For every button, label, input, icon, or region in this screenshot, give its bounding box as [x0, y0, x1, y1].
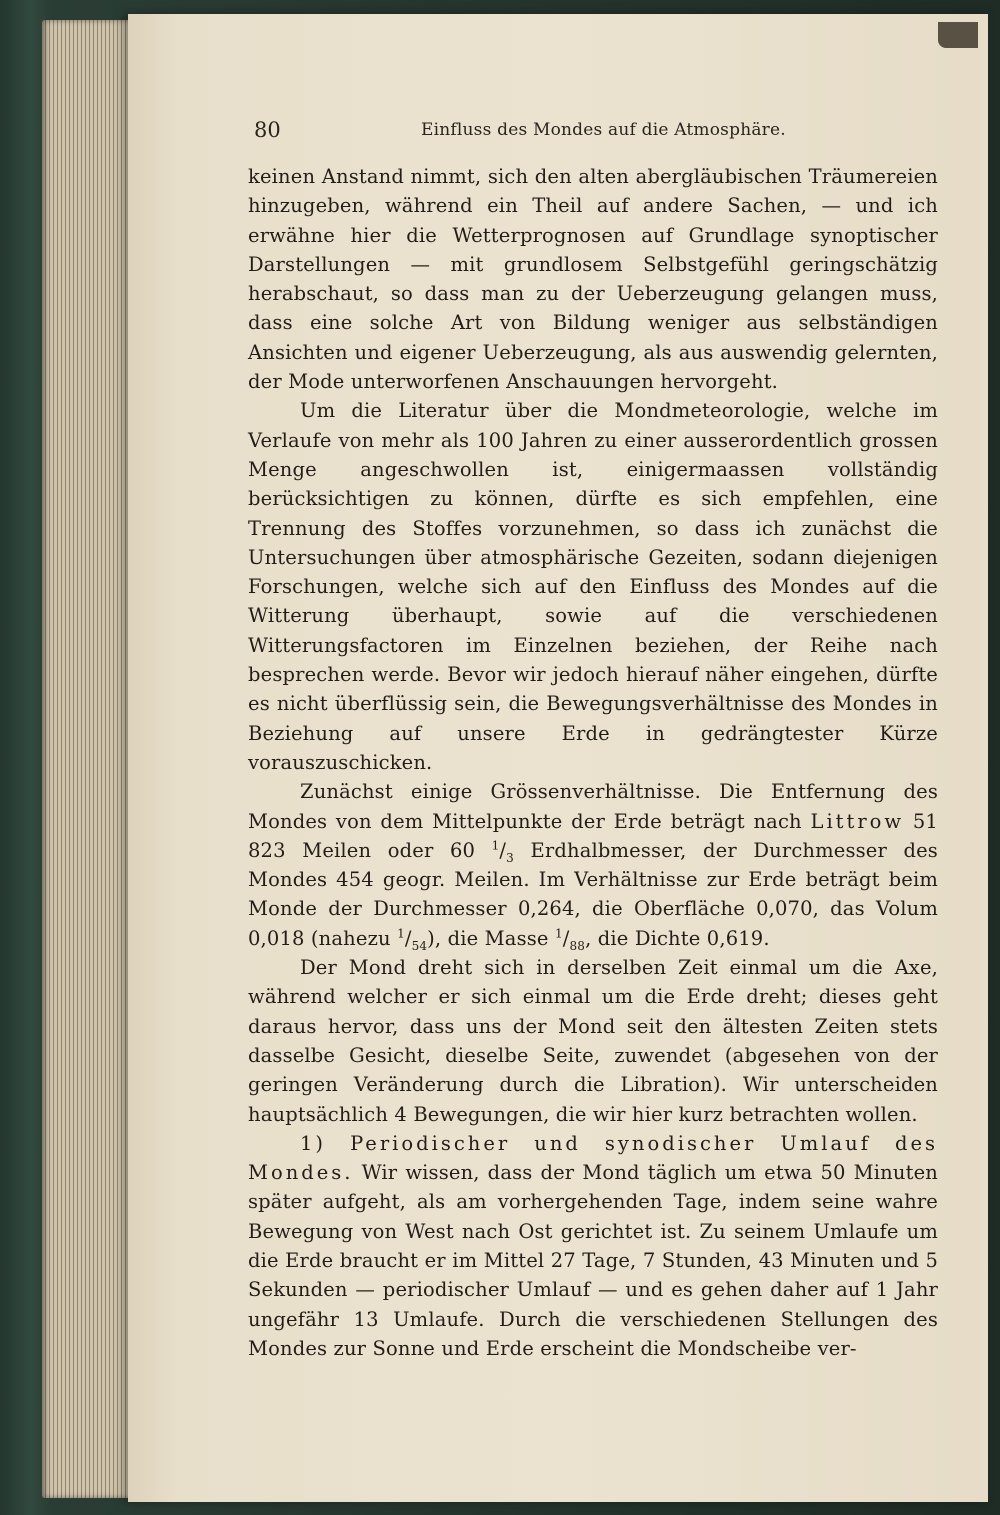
page-header [250, 116, 940, 150]
paragraph-4: Der Mond dreht sich in derselben Zeit einmal um die Axe, während welcher er sich einmal um die Erde dreht; dieses geht daraus hervor, dass uns der Mond seit den ältesten Zeiten stets dasselbe Gesicht, dieselbe Seite, zuwendet (abgesehen von der geringen Veränderung durch die Libration). Wir unterscheiden hauptsächlich 4 Bewegungen, die wir hier kurz betrachten wollen. [248, 956, 938, 1126]
p5-text: Wir wissen, dass der Mond täglich um etwa 50 Minuten später aufgeht, als am vorhergehenden Tage, indem seine wahre Bewegung von West nach Ost gerichtet ist. Zu seinem Umlaufe um die Erde braucht er im Mittel 27 Tage, 7 Stunden, 43 Minuten und 5 Sekunden — periodischer Umlauf — und es gehen daher auf 1 Jahr ungefähr 13 Umlaufe. Durch die verschiedenen Stellungen des Mondes zur Sonne und Erde erscheint die Mondscheibe ver- [248, 1161, 938, 1360]
author-name: Littrow [810, 809, 905, 833]
page-edges [42, 20, 142, 1498]
page-corner [938, 22, 978, 48]
fraction-denominator: 88 [569, 938, 586, 953]
running-title: Einfluss des Mondes auf die Atmosphäre. [421, 120, 786, 140]
page-number: 80 [254, 118, 281, 142]
paragraph-5 [248, 1129, 938, 1363]
p3-text-b: 51 823 Meilen oder 60 [248, 809, 938, 862]
p3-text-d: ), die Masse [427, 926, 549, 950]
paragraph-1: keinen Anstand nimmt, sich den alten abergläubischen Träumereien hinzugeben, während ein Theil auf andere Sachen, — und ich erwähne hier die Wetterprognosen auf Grundlage synoptischer Darstellungen — mit grundlosem Selbstgefühl geringschätzig herabschaut, so dass man zu der Ueberzeugung gelangen muss, dass eine solche Art von Bildung weniger aus selbständigen Ansichten und eigener Ueberzeugung, als aus auswendig gelernten, der Mode unterworfenen Anschauungen hervorgeht. [248, 165, 938, 394]
p3-text-c: Erdhalbmesser, der Durchmesser des Mondes 454 geogr. Meilen. Im Verhältnisse zur Erde beträgt beim Monde der Durchmesser 0,264, die Oberfläche 0,070, das Volum 0,018 (nahezu [248, 838, 938, 950]
section-heading: 1) Periodischer und synodischer Umlauf des Mondes. [248, 1131, 938, 1185]
fraction-denominator: 3 [506, 850, 514, 865]
p3-text-e: , die Dichte 0,619. [585, 926, 770, 950]
paragraph-2: Um die Literatur über die Mondmeteorologie, welche im Verlaufe von mehr als 100 Jahren zu einer ausserordentlich grossen Menge angeschwollen ist, einigermaassen vollständig berücksichtigen zu können, dürfte es sich empfehlen, eine Trennung des Stoffes vorzunehmen, so dass ich zunächst die Untersuchungen über atmosphärische Gezeiten, sodann diejenigen Forschungen, welche sich auf den Einfluss des Mondes auf die Witterung überhaupt, sowie auf die verschiedenen Witterungsfactoren im Einzelnen beziehen, der Reihe nach besprechen werde. Bevor wir jedoch hierauf näher eingehen, dürfte es nicht überflüssig sein, die Bewegungsverhältnisse des Mondes in Beziehung auf unsere Erde in gedrängtester Kürze vorauszuschicken. [248, 399, 938, 774]
body-text [248, 162, 938, 1363]
paragraph-3: Zunächst einige Grössenverhältnisse. Die Entfernung des Mondes von dem Mittelpunkte der Erde beträgt nach Littrow 51 823 Meilen oder 60 $^1/_3$ Erdhalbmesser, der Durchmesser des Mondes 454 geogr. Meilen. Im Verhältnisse zur Erde beträgt beim Monde der Durchmesser 0,264, die Oberfläche 0,070, das Volum 0,018 (nahezu $^1/_{54}$), die Masse $^1/_{88}$, die Dichte 0,619. [248, 780, 938, 953]
p3-text-a: Zunächst einige Grössenverhältnisse. Die Entfernung des Mondes von dem Mittelpunkte der Erde beträgt nach [248, 780, 938, 833]
fraction-numerator: 1 [397, 926, 405, 941]
fraction-denominator: 54 [411, 938, 428, 953]
fraction-numerator: 1 [554, 926, 563, 941]
fraction-numerator: 1 [491, 838, 500, 853]
